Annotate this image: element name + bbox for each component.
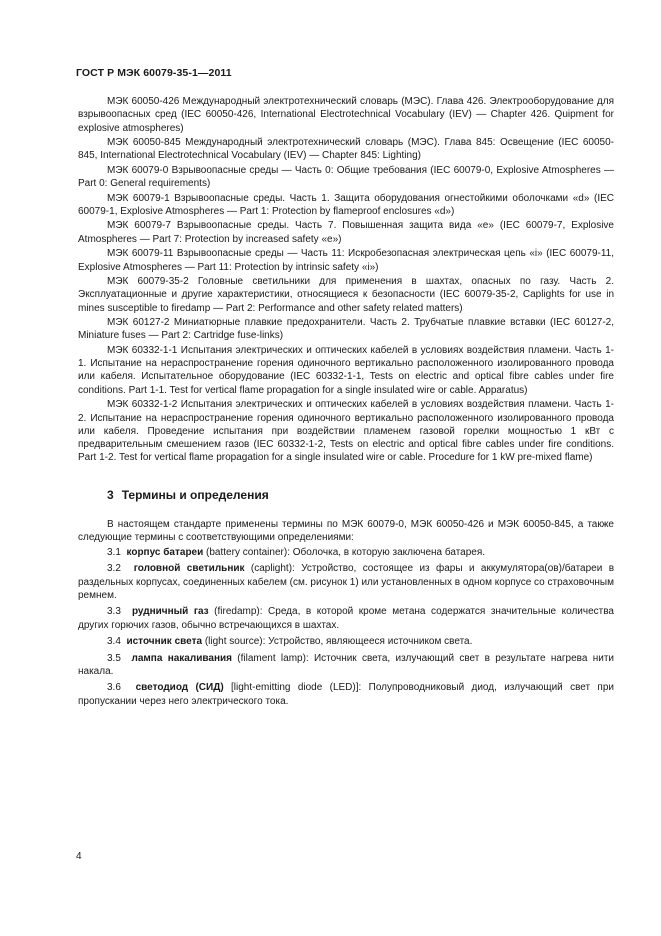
reference-item: МЭК 60332-1-2 Испытания электрических и оптических кабелей в условиях воздействия пламени. Часть 1-2. Испытание на нераспространение горения одиночного вертикально расположенного изолированного провода или кабеля. Проведение испытания при воздействии пламенем газовой горелки мощностью 1 кВт с предварительным смешением газов (IEC 60332-1-2, Tests on electric and optical fibre cables under fire conditions. Part 1-2. Test for vertical flame propagation for a single insulated wire or cable. Procedure for 1 kW pre-mixed flame) bbox=[78, 399, 614, 464]
document-header: ГОСТ Р МЭК 60079-35-1—2011 bbox=[76, 67, 232, 79]
definition-term: светодиод (СИД) bbox=[135, 682, 224, 694]
definition-item bbox=[78, 635, 614, 648]
reference-item: МЭК 60079-7 Взрывоопасные среды. Часть 7. Повышенная защита вида «е» (IEC 60079-7, Explosive Atmospheres — Part 7: Protection by increased safety «e») bbox=[78, 220, 614, 245]
page-content bbox=[78, 95, 614, 711]
definition-number: 3.2 bbox=[107, 563, 121, 575]
definition-number: 3.4 bbox=[107, 636, 121, 648]
reference-item: МЭК 60332-1-1 Испытания электрических и оптических кабелей в условиях воздействия пламени. Часть 1-1. Испытание на нераспространение горения одиночного вертикально расположенного изолированного провода или кабеля. Испытательное оборудование (IEC 60332-1-1, Tests on electric and optical fibre cables under fire conditions. Part 1-1. Test for vertical flame propagation for a single insulated wire or cable. Apparatus) bbox=[78, 344, 614, 396]
definition-text: (light source): Устройство, являющееся источником света. bbox=[202, 636, 473, 648]
reference-item: МЭК 60079-1 Взрывоопасные среды. Часть 1. Защита оборудования огнестойкими оболочками «d» (IEC 60079-1, Explosive Atmospheres — Part 1: Protection by flameproof enclosures «d») bbox=[78, 192, 614, 217]
reference-item: МЭК 60079-11 Взрывоопасные среды — Часть 11: Искробезопасная электрическая цепь «i» (IEC 60079-11, Explosive Atmospheres — Part 11: Protection by intrinsic safety «i») bbox=[78, 248, 614, 273]
definition-number: 3.1 bbox=[107, 546, 121, 558]
definition-term: головной светильник bbox=[133, 563, 245, 575]
definition-term: рудничный газ bbox=[131, 606, 209, 618]
definition-item bbox=[78, 652, 614, 679]
section-number: 3 bbox=[107, 487, 114, 502]
definition-number: 3.3 bbox=[107, 606, 121, 618]
definition-number: 3.6 bbox=[107, 682, 121, 694]
definition-text: (caplight): Устройство, состоящее из фары и аккумулятора(ов)/батареи в раздельных корпусах, соединенных кабелем (см. рисунок 1) или установленных в одном корпусе со страховочным ремнем. bbox=[78, 563, 615, 601]
definition-number: 3.5 bbox=[107, 652, 121, 664]
page-number: 4 bbox=[76, 851, 82, 862]
reference-item: МЭК 60050-845 Международный электротехнический словарь (МЭС). Глава 845: Освещение (IEC 60050-845, International Electrotechnical Vocabulary (IEV) — Chapter 845: Lighting) bbox=[78, 137, 614, 162]
reference-item: МЭК 60050-426 Международный электротехнический словарь (МЭС). Глава 426. Электрооборудование для взрывоопасных сред (IEC 60050-426, International Electrotechnical Vocabulary (IEV) — Chapter 426. Quipment for explosive atmospheres) bbox=[78, 96, 614, 134]
definition-item bbox=[78, 546, 614, 559]
definition-term: источник света bbox=[126, 636, 203, 648]
definitions-list bbox=[78, 546, 614, 708]
section-intro: В настоящем стандарте применены термины по МЭК 60079-0, МЭК 60050-426 и МЭК 60050-845, а также следующие термины с соответствующими определениями: bbox=[78, 519, 614, 544]
definition-term: лампа накаливания bbox=[131, 652, 232, 664]
definition-text: (filament lamp): Источник света, излучающий свет в результате нагрева нити накала. bbox=[78, 652, 615, 677]
definition-text: [light-emitting diode (LED)]: Полупроводниковый диод, излучающий свет при пропускании через него электрического тока. bbox=[78, 682, 614, 707]
reference-item: МЭК 60127-2 Миниатюрные плавкие предохранители. Часть 2. Трубчатые плавкие вставки (IEC 60127-2, Miniature fuses — Part 2: Cartridge fuse-links) bbox=[78, 317, 614, 342]
definition-term: корпус батареи bbox=[126, 546, 204, 558]
reference-item: МЭК 60079-0 Взрывоопасные среды — Часть 0: Общие требования (IEC 60079-0, Explosive Atmospheres — Part 0: General requirements) bbox=[78, 164, 614, 190]
definition-item bbox=[78, 562, 614, 602]
definition-item bbox=[78, 681, 614, 708]
definition-item bbox=[78, 605, 614, 632]
section-heading bbox=[107, 489, 614, 502]
definition-text: (battery container): Оболочка, в которую заключена батарея. bbox=[203, 546, 486, 558]
reference-item: МЭК 60079-35-2 Головные светильники для применения в шахтах, опасных по газу. Часть 2. Эксплуатационные и другие характеристики, относящиеся к безопасности (IEC 60079-35-2, Caplights for use in mines susceptible to firedamp — Part 2: Performance and other safety related matters) bbox=[78, 275, 614, 314]
normative-references bbox=[78, 95, 614, 465]
definition-text: (firedamp): Среда, в которой кроме метана содержатся значительные количества других горючих газов, обычно встречающихся в шахтах. bbox=[78, 606, 614, 631]
section-title: Термины и определения bbox=[121, 487, 269, 502]
